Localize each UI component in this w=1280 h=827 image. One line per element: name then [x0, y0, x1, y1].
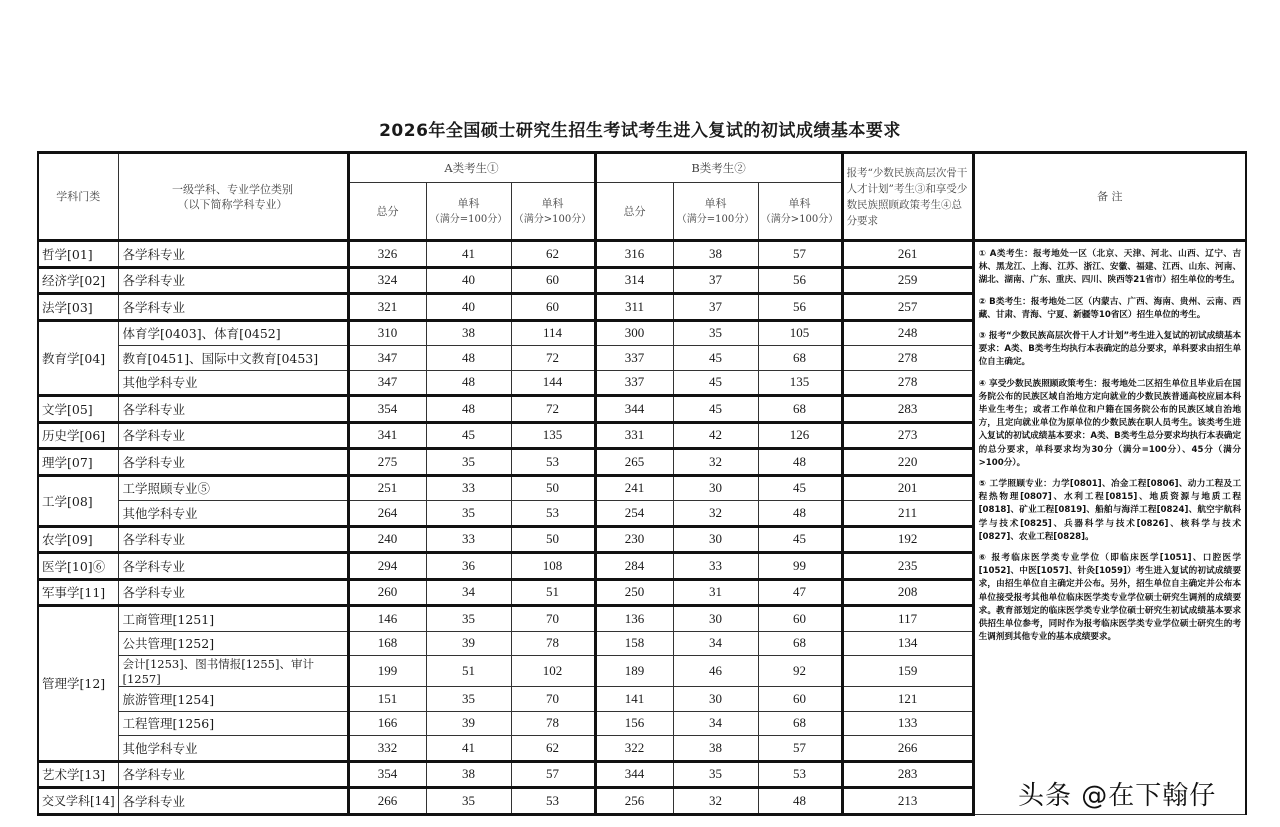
major-cell: 各学科专业: [118, 294, 348, 321]
b-single-100-cell: 38: [673, 736, 758, 762]
header-notes: 备 注: [973, 153, 1246, 241]
minority-total-cell: 257: [842, 294, 973, 321]
header-group-b: B类考生②: [595, 153, 842, 183]
major-cell: 各学科专业: [118, 267, 348, 294]
minority-total-cell: 278: [842, 346, 973, 371]
minority-total-cell: 220: [842, 449, 973, 476]
a-single-gt100-cell: 114: [511, 320, 595, 346]
b-single-100-cell: 32: [673, 788, 758, 815]
minority-total-cell: 134: [842, 631, 973, 656]
a-total-cell: 347: [348, 370, 426, 396]
b-single-100-cell: 45: [673, 370, 758, 396]
major-cell: 公共管理[1252]: [118, 631, 348, 656]
a-single-gt100-cell: 50: [511, 526, 595, 553]
header-a-total: 总分: [348, 183, 426, 241]
note-1: ① A类考生：报考地处一区（北京、天津、河北、山西、辽宁、吉林、黑龙江、上海、江苏、浙江、安徽、福建、江西、山东、河南、湖北、湖南、广东、重庆、四川、陕西等21省市）招生单位的考生。: [978, 249, 1242, 286]
a-single-100-cell: 48: [426, 346, 511, 371]
page-title: 2026年全国硕士研究生招生考试考生进入复试的初试成绩基本要求: [379, 121, 901, 141]
category-cell: 历史学[06]: [38, 422, 118, 449]
category-cell: 文学[05]: [38, 396, 118, 423]
b-total-cell: 230: [595, 526, 673, 553]
minority-total-cell: 261: [842, 241, 973, 268]
major-cell: 工程管理[1256]: [118, 711, 348, 736]
major-cell: 教育[0451]、国际中文教育[0453]: [118, 346, 348, 371]
b-total-cell: 337: [595, 370, 673, 396]
header-minority: 报考“少数民族高层次骨干人才计划”考生③和享受少数民族照顾政策考生④总分要求: [842, 153, 973, 241]
note-3: ③ 报考“少数民族高层次骨干人才计划”考生进入复试的初试成绩基本要求：A类、B类考生均执行本表确定的总分要求，单科要求由招生单位自主确定。: [978, 331, 1242, 368]
a-single-100-cell: 35: [426, 606, 511, 632]
a-single-gt100-cell: 57: [511, 761, 595, 788]
header-major-line1: 一级学科、专业学位类别: [172, 182, 293, 196]
a-single-gt100-cell: 70: [511, 606, 595, 632]
category-cell: 教育学[04]: [38, 320, 118, 396]
b-single-100-cell: 32: [673, 449, 758, 476]
a-total-cell: 168: [348, 631, 426, 656]
a-total-cell: 321: [348, 294, 426, 321]
a-single-100-cell: 34: [426, 579, 511, 606]
b-single-gt100-cell: 99: [758, 553, 842, 580]
b-total-cell: 344: [595, 761, 673, 788]
a-total-cell: 166: [348, 711, 426, 736]
major-cell: 各学科专业: [118, 241, 348, 268]
a-total-cell: 260: [348, 579, 426, 606]
header-category: 学科门类: [38, 153, 118, 241]
a-single-gt100-cell: 62: [511, 736, 595, 762]
b-single-100-cell: 35: [673, 761, 758, 788]
a-single-100-cell: 39: [426, 631, 511, 656]
minority-total-cell: 213: [842, 788, 973, 815]
b-single-100-cell: 34: [673, 631, 758, 656]
b-single-100-cell: 38: [673, 241, 758, 268]
a-single-100-cell: 45: [426, 422, 511, 449]
b-total-cell: 141: [595, 687, 673, 712]
header-a-single-100: 单科 （满分=100分）: [426, 183, 511, 241]
b-single-gt100-cell: 57: [758, 736, 842, 762]
b-single-100-cell: 30: [673, 526, 758, 553]
b-single-100-cell: 30: [673, 606, 758, 632]
a-total-cell: 294: [348, 553, 426, 580]
score-requirements-table: [37, 151, 1247, 816]
b-total-cell: 156: [595, 711, 673, 736]
major-cell: 各学科专业: [118, 761, 348, 788]
category-cell: 军事学[11]: [38, 579, 118, 606]
major-cell: 其他学科专业: [118, 370, 348, 396]
minority-total-cell: 211: [842, 501, 973, 527]
minority-total-cell: 283: [842, 761, 973, 788]
b-single-gt100-cell: 68: [758, 711, 842, 736]
b-single-100-cell: 30: [673, 687, 758, 712]
a-single-100-cell: 39: [426, 711, 511, 736]
a-single-gt100-cell: 50: [511, 475, 595, 501]
b-total-cell: 344: [595, 396, 673, 423]
b-single-gt100-cell: 57: [758, 241, 842, 268]
a-single-100-cell: 51: [426, 656, 511, 687]
b-single-100-cell: 30: [673, 475, 758, 501]
a-single-gt100-cell: 53: [511, 449, 595, 476]
a-total-cell: 264: [348, 501, 426, 527]
b-single-100-cell: 31: [673, 579, 758, 606]
b-total-cell: 322: [595, 736, 673, 762]
a-total-cell: 275: [348, 449, 426, 476]
b-single-100-cell: 45: [673, 346, 758, 371]
b-single-gt100-cell: 56: [758, 267, 842, 294]
b-single-gt100-cell: 60: [758, 606, 842, 632]
b-single-100-cell: 37: [673, 294, 758, 321]
header-b-single-100: 单科 （满分=100分）: [673, 183, 758, 241]
major-cell: 各学科专业: [118, 788, 348, 815]
minority-total-cell: 235: [842, 553, 973, 580]
major-cell: 各学科专业: [118, 553, 348, 580]
a-single-gt100-cell: 102: [511, 656, 595, 687]
category-cell: 医学[10]⑥: [38, 553, 118, 580]
a-total-cell: 240: [348, 526, 426, 553]
a-total-cell: 251: [348, 475, 426, 501]
a-total-cell: 347: [348, 346, 426, 371]
category-cell: 哲学[01]: [38, 241, 118, 268]
category-cell: 交叉学科[14]: [38, 788, 118, 815]
header-major: [118, 153, 348, 241]
a-single-100-cell: 35: [426, 501, 511, 527]
b-single-gt100-cell: 48: [758, 788, 842, 815]
b-total-cell: 331: [595, 422, 673, 449]
a-total-cell: 332: [348, 736, 426, 762]
a-single-100-cell: 35: [426, 449, 511, 476]
note-2: ② B类考生：报考地处二区（内蒙古、广西、海南、贵州、云南、西藏、甘肃、青海、宁夏、新疆等10省区）招生单位的考生。: [978, 296, 1242, 320]
category-cell: 管理学[12]: [38, 606, 118, 762]
watermark: 头条 @在下翰仔: [1018, 781, 1217, 811]
b-single-100-cell: 46: [673, 656, 758, 687]
minority-total-cell: 259: [842, 267, 973, 294]
b-single-gt100-cell: 126: [758, 422, 842, 449]
a-single-gt100-cell: 135: [511, 422, 595, 449]
b-total-cell: 136: [595, 606, 673, 632]
b-single-100-cell: 42: [673, 422, 758, 449]
a-single-100-cell: 38: [426, 320, 511, 346]
a-single-gt100-cell: 78: [511, 711, 595, 736]
b-single-gt100-cell: 68: [758, 631, 842, 656]
major-cell: 各学科专业: [118, 422, 348, 449]
b-single-gt100-cell: 60: [758, 687, 842, 712]
minority-total-cell: 192: [842, 526, 973, 553]
b-single-gt100-cell: 48: [758, 449, 842, 476]
a-total-cell: 310: [348, 320, 426, 346]
a-single-gt100-cell: 62: [511, 241, 595, 268]
a-single-gt100-cell: 60: [511, 294, 595, 321]
a-single-gt100-cell: 144: [511, 370, 595, 396]
a-single-gt100-cell: 53: [511, 501, 595, 527]
a-single-100-cell: 35: [426, 687, 511, 712]
b-single-100-cell: 34: [673, 711, 758, 736]
major-cell: 工商管理[1251]: [118, 606, 348, 632]
b-single-gt100-cell: 135: [758, 370, 842, 396]
a-total-cell: 266: [348, 788, 426, 815]
a-total-cell: 341: [348, 422, 426, 449]
minority-total-cell: 133: [842, 711, 973, 736]
b-single-gt100-cell: 53: [758, 761, 842, 788]
major-cell: 各学科专业: [118, 526, 348, 553]
major-cell: 其他学科专业: [118, 501, 348, 527]
note-5: ⑤ 工学照顾专业：力学[0801]、冶金工程[0806]、动力工程及工程热物理[0807]、水利工程[0815]、地质资源与地质工程[0818]、矿业工程[0819]、船舶与海洋工程[0824]、航空宇航科学与技术[0825]、兵器科学与技术[0826]、核科学与技术[0827]、农业工程[0828]。: [978, 479, 1242, 542]
category-cell: 理学[07]: [38, 449, 118, 476]
minority-total-cell: 159: [842, 656, 973, 687]
b-single-100-cell: 32: [673, 501, 758, 527]
b-total-cell: 189: [595, 656, 673, 687]
minority-total-cell: 208: [842, 579, 973, 606]
minority-total-cell: 266: [842, 736, 973, 762]
b-total-cell: 250: [595, 579, 673, 606]
category-cell: 工学[08]: [38, 475, 118, 526]
category-cell: 法学[03]: [38, 294, 118, 321]
major-cell: 其他学科专业: [118, 736, 348, 762]
b-single-gt100-cell: 68: [758, 396, 842, 423]
b-single-gt100-cell: 92: [758, 656, 842, 687]
note-6: ⑥ 报考临床医学类专业学位（即临床医学[1051]、口腔医学[1052]、中医[1057]、针灸[1059]）考生进入复试的初试成绩要求，由招生单位自主确定并公布。另外，招生单位自主确定并公布本单位接受报考其他单位临床医学类专业学位硕士研究生调剂的成绩要求。教育部划定的临床医学类专业学位硕士研究生初试成绩基本要求供招生单位参考，同时作为报考临床医学类专业学位硕士研究生的考生调剂到其他专业的基本成绩要求。: [978, 553, 1242, 643]
header-a-single-gt100: 单科 （满分>100分）: [511, 183, 595, 241]
a-total-cell: 199: [348, 656, 426, 687]
category-cell: 经济学[02]: [38, 267, 118, 294]
b-total-cell: 300: [595, 320, 673, 346]
minority-total-cell: 248: [842, 320, 973, 346]
a-total-cell: 326: [348, 241, 426, 268]
a-single-100-cell: 35: [426, 788, 511, 815]
major-cell: 体育学[0403]、体育[0452]: [118, 320, 348, 346]
a-single-gt100-cell: 53: [511, 788, 595, 815]
notes-cell: [973, 241, 1246, 815]
b-single-100-cell: 35: [673, 320, 758, 346]
major-cell: 旅游管理[1254]: [118, 687, 348, 712]
b-single-gt100-cell: 56: [758, 294, 842, 321]
a-single-gt100-cell: 72: [511, 346, 595, 371]
note-4: ④ 享受少数民族照顾政策考生：报考地处二区招生单位且毕业后在国务院公布的民族区域自治地方定向就业的少数民族普通高校应届本科毕业生考生；或者工作单位和户籍在国务院公布的民族区域自治地方，且定向就业单位为原单位的少数民族在职人员考生。该类考生进入复试的初试成绩基本要求：A类、B类考生总分要求均执行本表确定的总分要求，单科要求均为30分（满分=100分）、45分（满分>100分）。: [978, 378, 1242, 468]
a-single-100-cell: 48: [426, 370, 511, 396]
b-total-cell: 314: [595, 267, 673, 294]
a-single-100-cell: 40: [426, 294, 511, 321]
b-total-cell: 311: [595, 294, 673, 321]
header-b-single-gt100: 单科 （满分>100分）: [758, 183, 842, 241]
b-single-gt100-cell: 45: [758, 526, 842, 553]
header-b-total: 总分: [595, 183, 673, 241]
a-single-100-cell: 33: [426, 475, 511, 501]
a-single-gt100-cell: 70: [511, 687, 595, 712]
b-single-gt100-cell: 47: [758, 579, 842, 606]
b-single-gt100-cell: 68: [758, 346, 842, 371]
a-total-cell: 324: [348, 267, 426, 294]
b-total-cell: 241: [595, 475, 673, 501]
a-single-gt100-cell: 72: [511, 396, 595, 423]
b-total-cell: 256: [595, 788, 673, 815]
b-single-gt100-cell: 45: [758, 475, 842, 501]
b-total-cell: 337: [595, 346, 673, 371]
b-total-cell: 158: [595, 631, 673, 656]
minority-total-cell: 283: [842, 396, 973, 423]
a-single-100-cell: 41: [426, 241, 511, 268]
a-single-gt100-cell: 108: [511, 553, 595, 580]
category-cell: 艺术学[13]: [38, 761, 118, 788]
category-cell: 农学[09]: [38, 526, 118, 553]
a-total-cell: 151: [348, 687, 426, 712]
a-single-100-cell: 41: [426, 736, 511, 762]
a-single-100-cell: 38: [426, 761, 511, 788]
header-major-line2: （以下简称学科专业）: [177, 197, 288, 211]
minority-total-cell: 117: [842, 606, 973, 632]
b-single-gt100-cell: 105: [758, 320, 842, 346]
major-cell: 会计[1253]、图书情报[1255]、审计[1257]: [118, 656, 348, 687]
minority-total-cell: 201: [842, 475, 973, 501]
a-single-gt100-cell: 60: [511, 267, 595, 294]
minority-total-cell: 121: [842, 687, 973, 712]
a-single-100-cell: 36: [426, 553, 511, 580]
b-total-cell: 265: [595, 449, 673, 476]
b-total-cell: 316: [595, 241, 673, 268]
a-single-gt100-cell: 78: [511, 631, 595, 656]
major-cell: 各学科专业: [118, 396, 348, 423]
b-single-100-cell: 37: [673, 267, 758, 294]
a-single-gt100-cell: 51: [511, 579, 595, 606]
minority-total-cell: 273: [842, 422, 973, 449]
minority-total-cell: 278: [842, 370, 973, 396]
a-total-cell: 146: [348, 606, 426, 632]
a-single-100-cell: 40: [426, 267, 511, 294]
a-single-100-cell: 33: [426, 526, 511, 553]
b-total-cell: 284: [595, 553, 673, 580]
b-single-100-cell: 45: [673, 396, 758, 423]
header-group-a: A类考生①: [348, 153, 595, 183]
b-total-cell: 254: [595, 501, 673, 527]
a-total-cell: 354: [348, 761, 426, 788]
major-cell: 各学科专业: [118, 579, 348, 606]
a-total-cell: 354: [348, 396, 426, 423]
major-cell: 工学照顾专业⑤: [118, 475, 348, 501]
table-row: [38, 241, 1246, 268]
major-cell: 各学科专业: [118, 449, 348, 476]
b-single-100-cell: 33: [673, 553, 758, 580]
a-single-100-cell: 48: [426, 396, 511, 423]
b-single-gt100-cell: 48: [758, 501, 842, 527]
